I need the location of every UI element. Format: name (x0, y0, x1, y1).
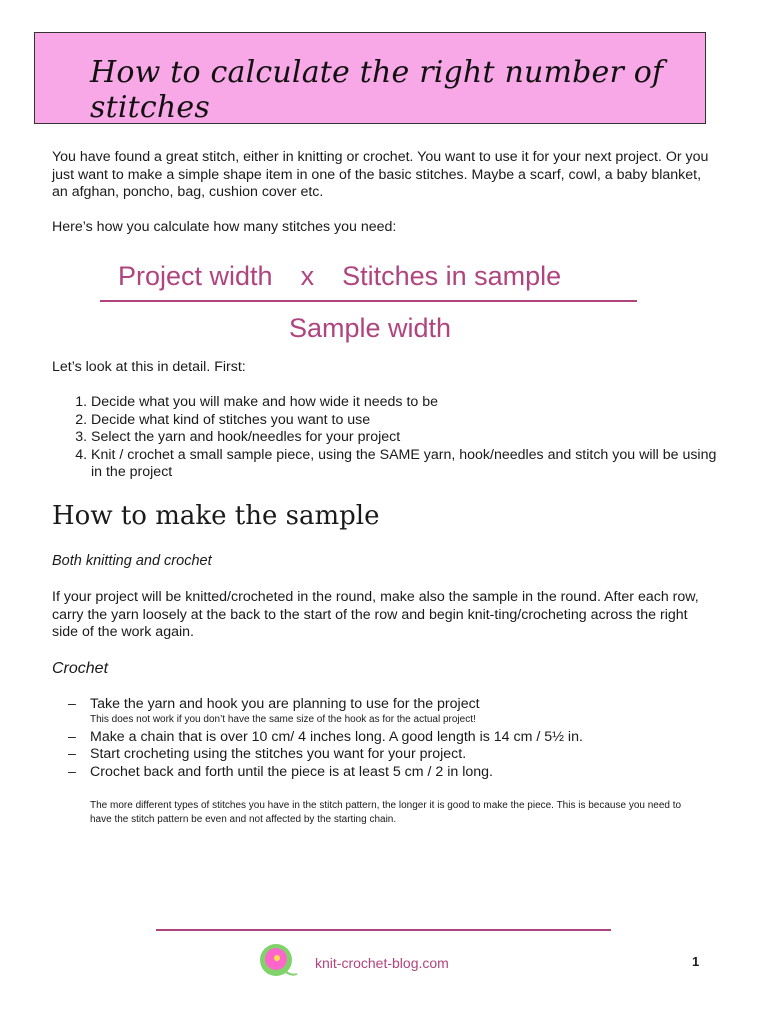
fraction-line (100, 300, 637, 302)
formula-denominator: Sample width (288, 313, 452, 343)
formula-stitches-in-sample: Stitches in sample (342, 261, 562, 291)
yarn-ball-icon (256, 942, 298, 978)
section-heading: How to make the sample (52, 501, 380, 531)
list-item: 4. Knit / crochet a small sample piece, using the SAME yarn, hook/needles and stitch you will be using in the project (91, 447, 731, 482)
heres-how-text: Here’s how you calculate how many stitches you need: (52, 219, 397, 235)
footer-divider (156, 929, 611, 931)
list-item: 1. Decide what you will make and how wide it needs to be (91, 394, 731, 412)
crochet-heading: Crochet (52, 660, 109, 677)
crochet-list (68, 696, 688, 781)
page-title: How to calculate the right number of stitches (90, 55, 664, 125)
intro-paragraph: You have found a great stitch, either in knitting or crochet. You want to use it for your next project. Or you just want to make a simple shape item in one of the basic stitches. Maybe a scarf, cowl, a baby blanket, an afghan, poncho, bag, cushion cover etc. (52, 149, 709, 200)
footer-site-link[interactable]: knit-crochet-blog.com (315, 955, 449, 971)
both-paragraph: If your project will be knitted/crocheted in the round, make also the sample in the round. After each row, carry the yarn loosely at the back to the start of the row and begin knit-ting/crocheting across the right side of the work again. (52, 589, 699, 640)
list-item: – Make a chain that is over 10 cm/ 4 inches long. A good length is 14 cm / 5½ in. (68, 728, 583, 745)
list-item: – Crochet back and forth until the piece is at least 5 cm / 2 in long. (68, 763, 493, 780)
steps-list (52, 394, 731, 482)
detail-intro: Let’s look at this in detail. First: (52, 359, 246, 375)
page-number: 1 (692, 954, 700, 969)
formula-project-width: Project width (118, 261, 273, 291)
hook-size-note: This does not work if you don’t have the same size of the hook as for the actual project! (90, 713, 476, 725)
both-heading: Both knitting and crochet (52, 553, 212, 569)
list-item: 3. Select the yarn and hook/needles for your project (91, 429, 731, 447)
formula-operator: x (300, 261, 315, 291)
footnote: The more different types of stitches you have in the stitch pattern, the longer it is good to make the piece. This is because you need to have the stitch pattern be even and not affected by the starting chain. (90, 800, 682, 825)
title-banner (34, 32, 706, 124)
list-item: – Start crocheting using the stitches you want for your project. (68, 746, 467, 762)
list-item: – Take the yarn and hook you are planning to use for the project This does not work if you don’t have the same size of the hook as for the actual project! (68, 696, 688, 726)
list-item: 2. Decide what kind of stitches you want to use (91, 412, 731, 430)
formula-numerator (118, 261, 638, 292)
